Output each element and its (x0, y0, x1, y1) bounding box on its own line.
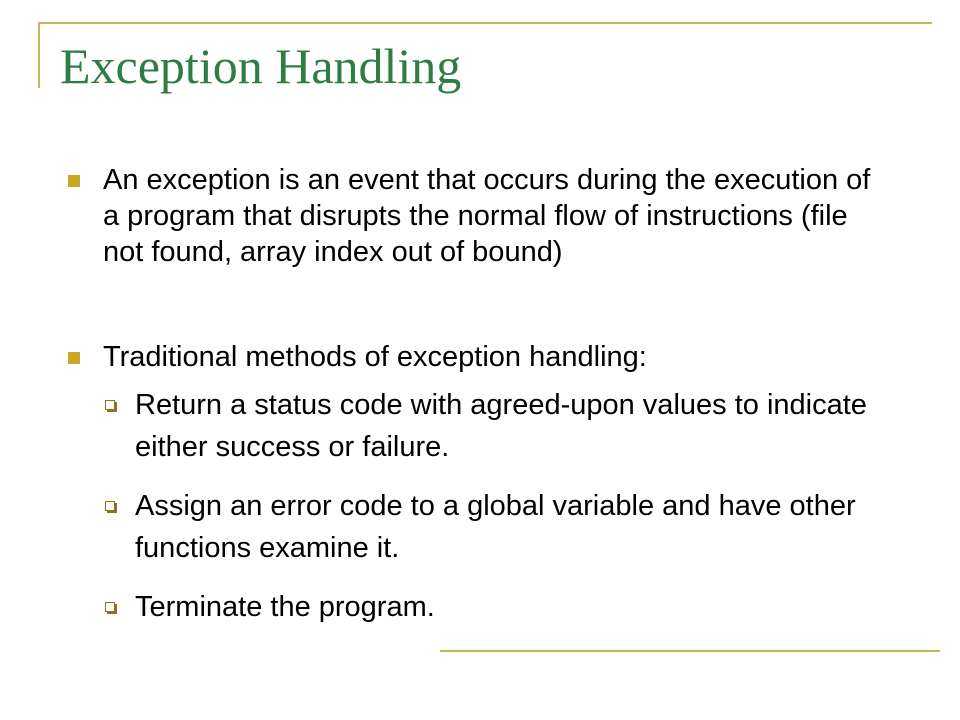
bullet-item (103, 339, 893, 375)
hollow-square-bullet-icon (105, 400, 115, 410)
sub-bullet-text: Return a status code with agreed-upon values to indicate either success or failure. (135, 389, 867, 463)
bullet-text: Traditional methods of exception handling: (103, 341, 647, 373)
hollow-square-bullet-icon (105, 501, 115, 511)
square-bullet-icon (68, 352, 80, 364)
sub-bullet-item (135, 384, 895, 468)
slide-title: Exception Handling (60, 38, 462, 94)
bullet-text: An exception is an event that occurs during the execution of a program that disrupts the normal flow of instructions (file not found, array index out of bound) (103, 164, 871, 268)
bullet-item (103, 162, 893, 270)
hollow-square-bullet-icon (105, 602, 115, 612)
square-bullet-icon (68, 175, 80, 187)
sub-bullet-item (135, 586, 895, 628)
sub-bullet-text: Terminate the program. (135, 591, 435, 623)
sub-bullet-text: Assign an error code to a global variable and have other functions examine it. (135, 490, 856, 564)
bottom-rule-line (440, 650, 940, 652)
sub-bullet-item (135, 485, 895, 569)
